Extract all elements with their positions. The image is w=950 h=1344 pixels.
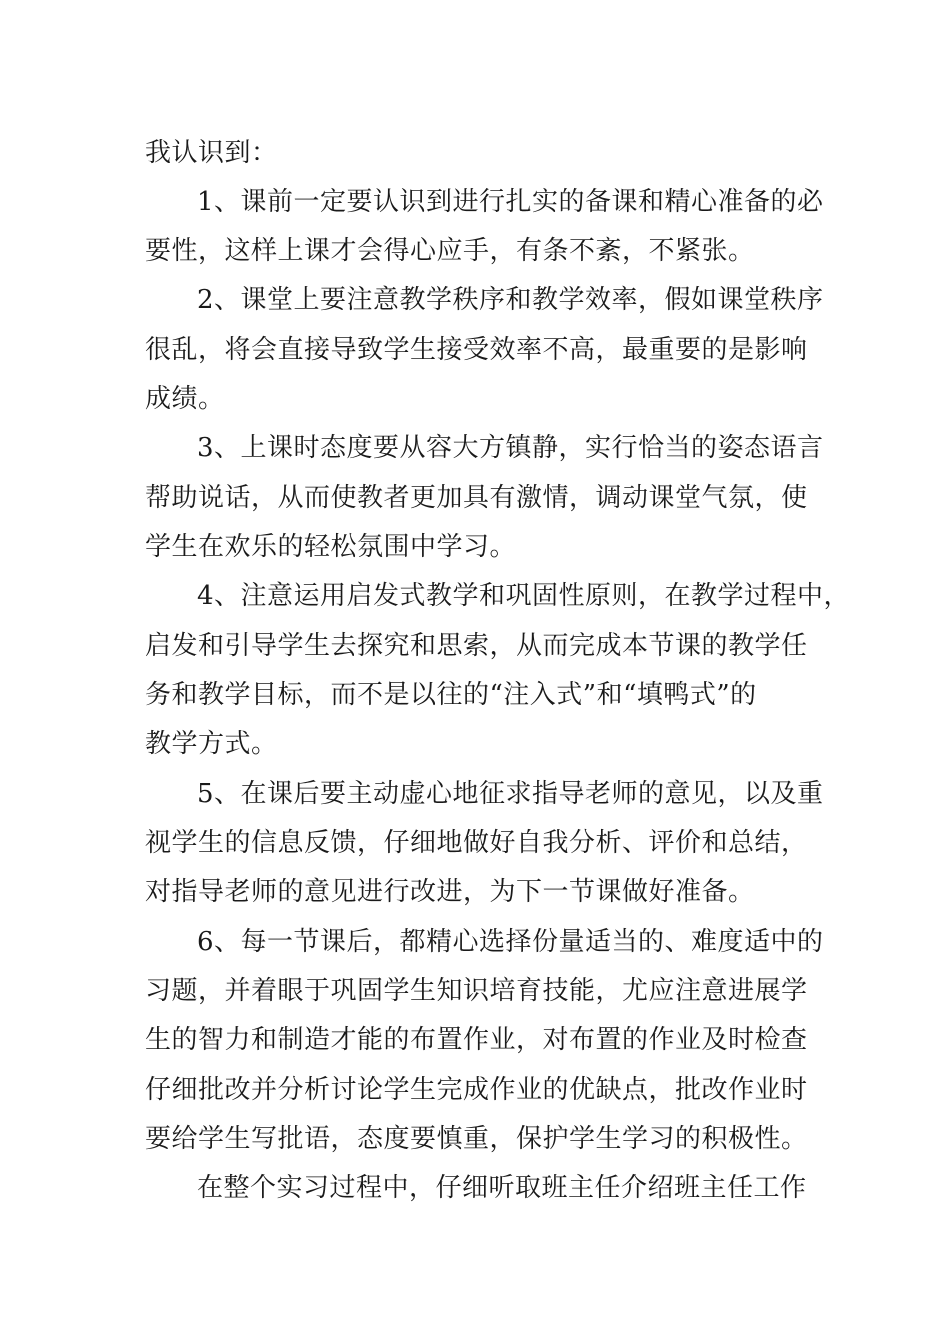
text-line: 对指导老师的意见进行改进，为下一节课做好准备。 [145, 877, 755, 907]
text-line: 习题，并着眼于巩固学生知识培育技能，尤应注意进展学 [145, 976, 808, 1006]
text-line: 1、课前一定要认识到进行扎实的备课和精心准备的必 [197, 187, 824, 217]
text-line: 仔细批改并分析讨论学生完成作业的优缺点，批改作业时 [145, 1075, 808, 1105]
text-line: 4、注意运用启发式教学和巩固性原则，在教学过程中， [197, 581, 851, 611]
text-line: 很乱，将会直接导致学生接受效率不高，最重要的是影响 [145, 335, 808, 365]
text-line: 5、在课后要主动虚心地征求指导老师的意见，以及重 [197, 779, 824, 809]
text-line: 6、每一节课后，都精心选择份量适当的、难度适中的 [197, 927, 824, 957]
text-line: 我认识到： [145, 138, 278, 168]
text-line: 成绩。 [145, 384, 225, 414]
text-line: 要给学生写批语，态度要慎重，保护学生学习的积极性。 [145, 1124, 808, 1154]
text-line: 启发和引导学生去探究和思索，从而完成本节课的教学任 [145, 631, 808, 661]
text-line: 在整个实习过程中，仔细听取班主任介绍班主任工作 [197, 1173, 807, 1203]
text-line: 学生在欢乐的轻松氛围中学习。 [145, 532, 517, 562]
text-line: 视学生的信息反馈，仔细地做好自我分析、评价和总结， [145, 828, 808, 858]
text-line: 帮助说话，从而使教者更加具有激情，调动课堂气氛，使 [145, 483, 808, 513]
text-line: 2、课堂上要注意教学秩序和教学效率，假如课堂秩序 [197, 285, 824, 315]
text-line: 生的智力和制造才能的布置作业，对布置的作业及时检查 [145, 1025, 808, 1055]
text-line: 3、上课时态度要从容大方镇静，实行恰当的姿态语言 [197, 433, 824, 463]
text-line: 务和教学目标，而不是以往的“注入式”和“填鸭式”的 [145, 680, 757, 710]
text-line: 教学方式。 [145, 729, 278, 759]
text-line: 要性，这样上课才会得心应手，有条不紊，不紧张。 [145, 236, 755, 266]
